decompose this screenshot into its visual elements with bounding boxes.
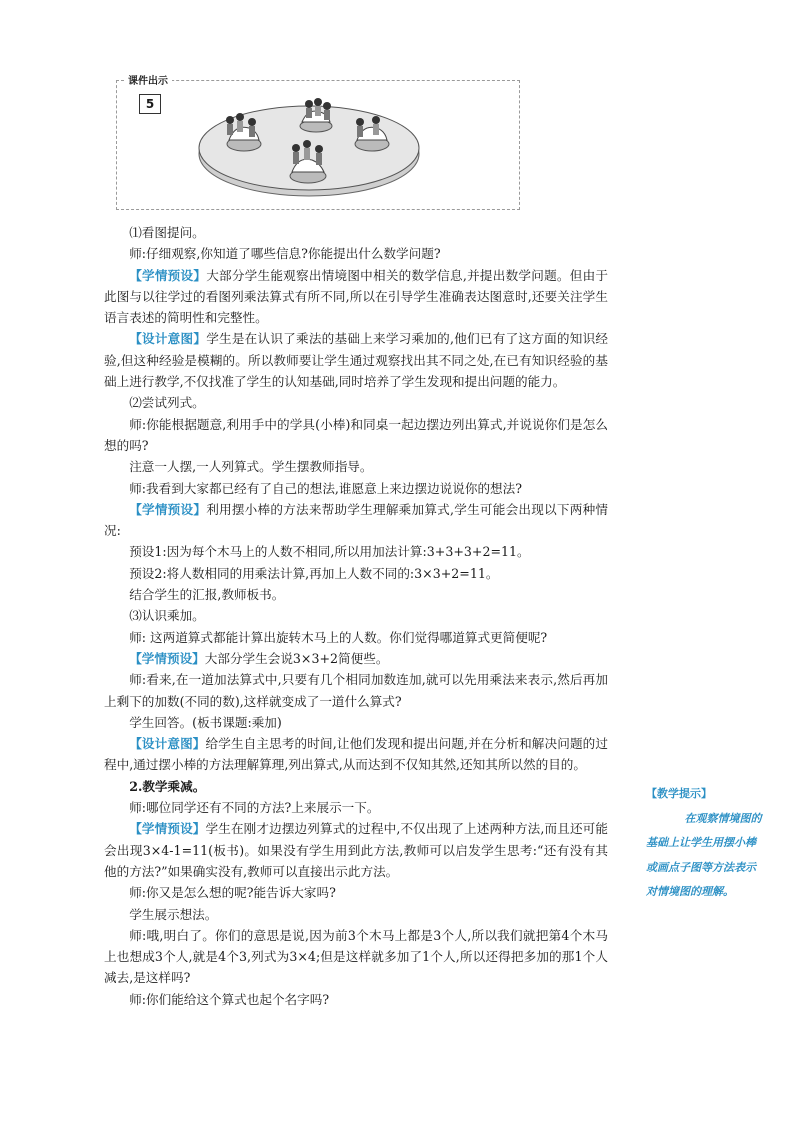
teaching-tip-title: 【教学提示】 [646,787,712,800]
paragraph [104,818,608,882]
paragraph-text: 学生在刚才边摆边列算式的过程中,不仅出现了上述两种方法,而且还可能会出现3×4-1=11(板书)。如果没有学生用到此方法,教师可以启发学生思考:“还有没有其他的方法?”如果确实没有,教师可以直接出示此方法。 [104,821,608,879]
paragraph-text: 注意一人摆,一人列算式。学生摆教师指导。 [129,459,373,475]
paragraph [104,627,608,648]
paragraph-text: 师: 这两道算式都能计算出旋转木马上的人数。你们觉得哪道算式更简便呢? [129,629,548,645]
paragraph-text: 师:哪位同学还有不同的方法?上来展示一下。 [129,800,380,816]
paragraph-tag: 【学情预设】 [129,650,205,666]
paragraph [104,414,608,457]
paragraph-tag: 【学情预设】 [129,501,207,517]
lesson-text [104,222,608,1010]
paragraph-text: 师:你又是怎么想的呢?能告诉大家吗? [129,885,336,901]
paragraph-text: 学生展示想法。 [129,906,218,922]
paragraph-text: ⑵尝试列式。 [129,395,205,411]
paragraph-text: 给学生自主思考的时间,让他们发现和提出问题,并在分析和解决问题的过程中,通过摆小棒的方法理解算理,列出算式,从而达到不仅知其然,还知其所以然的目的。 [104,736,608,773]
paragraph [104,265,608,329]
paragraph [104,584,608,605]
paragraph [104,733,608,776]
paragraph-text: 2.教学乘减。 [129,778,206,794]
paragraph [104,712,608,733]
paragraph-text: 师:你们能给这个算式也起个名字吗? [129,991,330,1007]
paragraph [104,882,608,903]
teaching-tip [646,782,764,905]
paragraph [104,797,608,818]
paragraph-text: 预设1:因为每个木马上的人数不相同,所以用加法计算:3+3+3+2=11。 [129,544,530,560]
paragraph-text: 师:哦,明白了。你们的意思是说,因为前3个木马上都是3个人,所以我们就把第4个木马上也想成3个人,就是4个3,列式为3×4;但是这样就多加了1个人,所以还得把多加的那1个人减去,是这样吗? [104,927,608,986]
paragraph [104,776,608,797]
paragraph-tag: 【设计意图】 [129,331,207,347]
paragraph [104,989,608,1010]
paragraph-tag: 【学情预设】 [129,821,206,837]
paragraph-text: 学生回答。(板书课题:乘加) [129,714,282,730]
paragraph [104,541,608,562]
paragraph [104,499,608,542]
paragraph [104,222,608,243]
paragraph-text: 预设2:将人数相同的用乘法计算,再加上人数不同的:3×3+2=11。 [129,565,499,581]
paragraph [104,478,608,499]
paragraph [104,904,608,925]
paragraph-text: 师:看来,在一道加法算式中,只要有几个相同加数连加,就可以先用乘法来表示,然后再加上剩下的加数(不同的数),这样就变成了一道什么算式? [104,672,608,709]
figure-tag: 课件出示 [124,72,172,87]
paragraph-text: 利用摆小棒的方法来帮助学生理解乘加算式,学生可能会出现以下两种情况: [104,501,608,539]
paragraph-text: ⑴看图提问。 [129,225,205,240]
paragraph [104,605,608,626]
paragraph-text: 师:你能根据题意,利用手中的学具(小棒)和同桌一起边摆边列出算式,并说说你们是怎么想的吗? [104,416,608,453]
paragraph-text: 结合学生的汇报,教师板书。 [129,587,285,603]
paragraph-text: 大部分学生会说3×3+2简便些。 [204,650,389,666]
paragraph-text: 学生是在认识了乘法的基础上来学习乘加的,他们已有了这方面的知识经验,但这种经验是模糊的。所以教师要让学生通过观察找出其不同之处,在已有知识经验的基础上进行教学,不仅找准了学生的认知基础,同时培养了学生发现和提出问题的能力。 [104,331,608,390]
horse-group-4 [290,140,326,183]
paragraph-text: 师:我看到大家都已经有了自己的想法,谁愿意上来边摆边说说你的想法? [129,480,522,496]
paragraph-tag: 【设计意图】 [129,736,206,752]
paragraph-text: 大部分学生能观察出情境图中相关的数学信息,并提出数学问题。但由于此图与以往学过的看图列乘法算式有所不同,所以在引导学生准确表达图意时,还要关注学生语言表述的简明性和完整性。 [104,267,608,326]
paragraph [104,563,608,584]
paragraph-text: 师:仔细观察,你知道了哪些信息?你能提出什么数学问题? [129,246,441,262]
paragraph [104,243,608,264]
teaching-tip-body: 在观察情境图的基础上让学生用摆小棒或画点子图等方法表示对情境图的理解。 [646,811,762,898]
paragraph [104,392,608,413]
paragraph [104,456,608,477]
paragraph [104,925,608,989]
carousel-illustration [196,92,422,200]
paragraph-text: ⑶认识乘加。 [129,608,205,624]
paragraph [104,669,608,712]
paragraph-tag: 【学情预设】 [129,267,207,283]
paragraph [104,648,608,669]
paragraph [104,328,608,392]
figure-number: 5 [139,94,161,114]
